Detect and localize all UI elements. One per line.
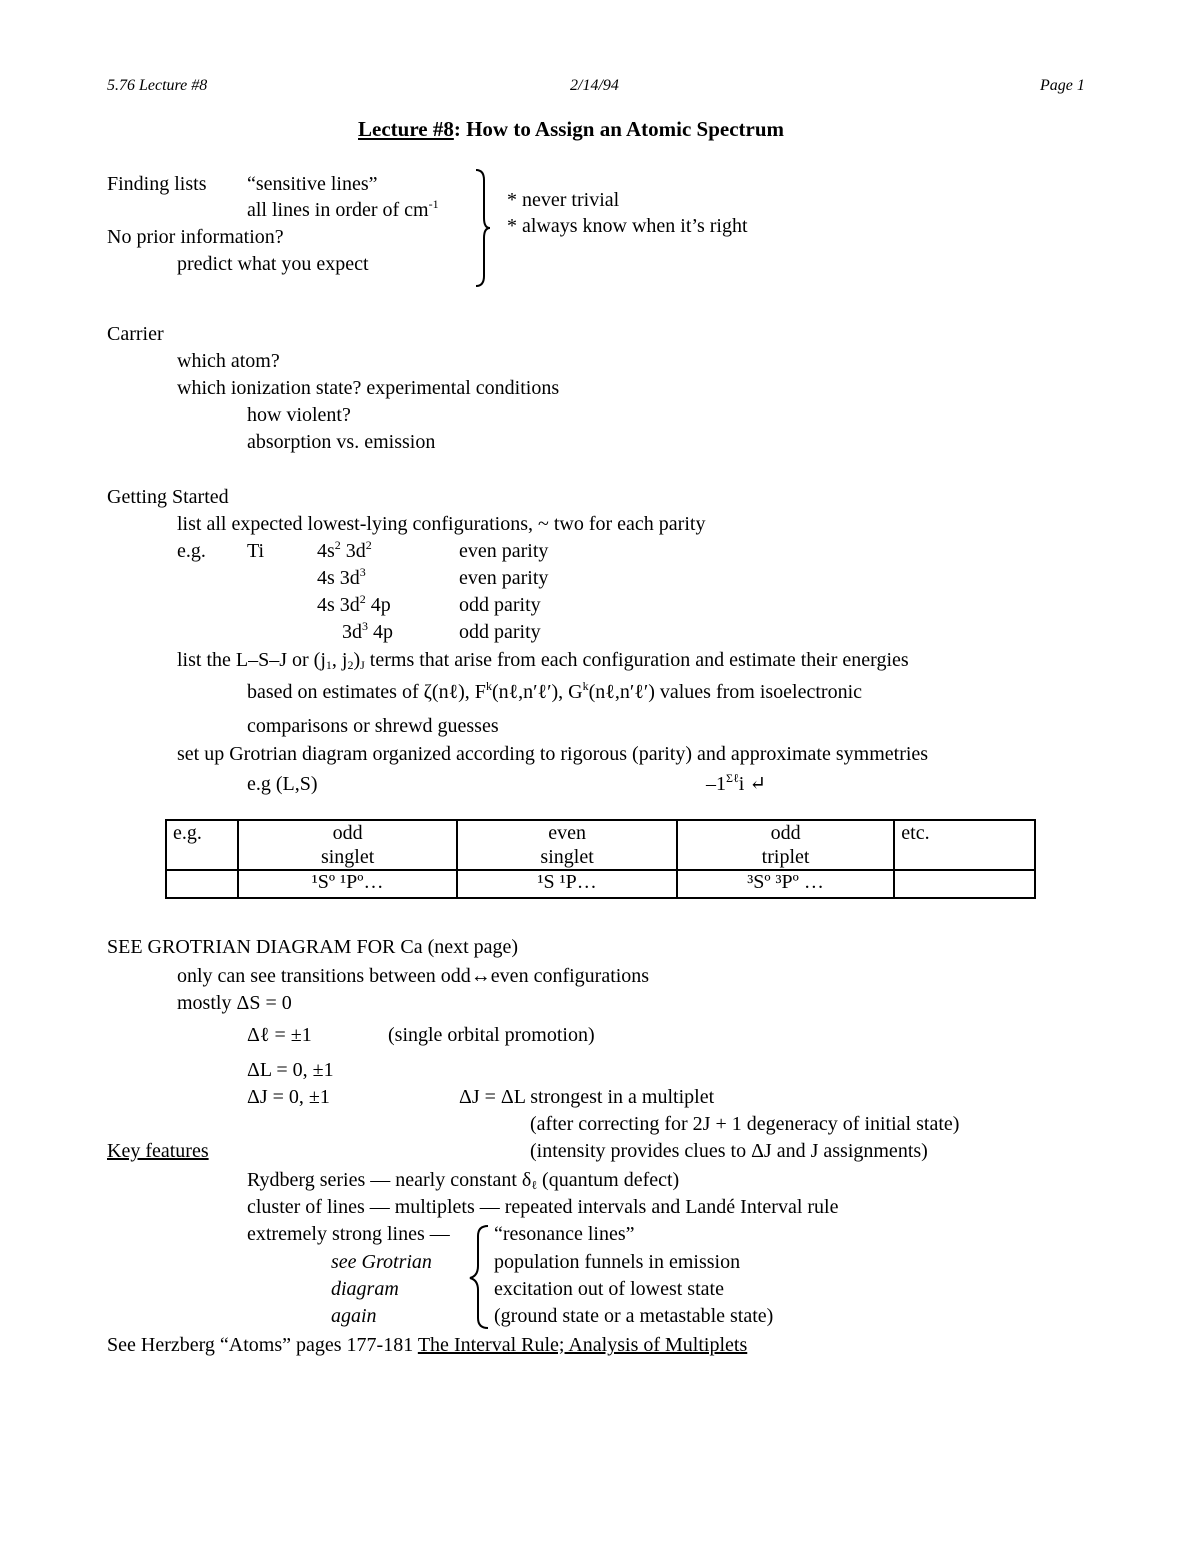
grotrian-setup-line: set up Grotrian diagram organized according to rigorous (parity) and approximate symmetries <box>177 743 929 765</box>
table-cell: ¹Sº ¹Pº… <box>238 870 457 898</box>
parity-formula-sup: Σℓ <box>726 771 739 785</box>
config-3-a: 3d <box>342 621 362 643</box>
note-always-know: * always know when it’s right <box>507 215 748 237</box>
grotrian-line-2: mostly ΔS = 0 <box>177 992 292 1014</box>
config-1-parity: even parity <box>459 567 549 589</box>
grotrian-heading: SEE GROTRIAN DIAGRAM FOR Ca (next page) <box>107 936 519 958</box>
config-3-b: 4p <box>368 621 393 643</box>
config-1-a-sup: 3 <box>359 565 366 579</box>
table-row <box>166 870 1035 898</box>
delta-l-note: (single orbital promotion) <box>388 1024 595 1046</box>
config-2-a-sup: 2 <box>359 592 366 606</box>
rydberg-line <box>247 1168 679 1192</box>
terms-mid: , j <box>331 649 348 671</box>
ground-state-line: (ground state or a metastable state) <box>494 1305 774 1327</box>
herzberg-reference <box>107 1333 747 1357</box>
carrier-line-4: absorption vs. emission <box>247 431 436 453</box>
delta-J-note: ΔJ = ΔL strongest in a multiplet <box>459 1086 715 1108</box>
table-cell <box>894 820 1035 870</box>
config-2-b: 4p <box>365 594 391 616</box>
intensity-note: (intensity provides clues to ΔJ and J assignments) <box>530 1140 928 1162</box>
config-3-parity: odd parity <box>459 621 541 643</box>
config-3 <box>342 620 393 644</box>
table-row <box>166 820 1035 870</box>
excitation-line: excitation out of lowest state <box>494 1278 724 1300</box>
table-cell <box>894 870 1035 898</box>
table-cell <box>457 820 676 870</box>
based-k1: k <box>485 679 492 693</box>
finding-item-all-lines <box>247 198 439 222</box>
eg-label: e.g. <box>177 540 206 562</box>
carrier-line-1: which atom? <box>177 350 280 372</box>
rydberg-a: Rydberg series — nearly constant δ <box>247 1169 532 1191</box>
cell-top: even <box>548 822 586 844</box>
delta-l-rule: Δℓ = ±1 <box>247 1024 312 1046</box>
terms-line-b: terms that arise from each configuration and estimate their energies <box>364 649 909 671</box>
config-2-parity: odd parity <box>459 594 541 616</box>
terms-line-a: list the L–S–J or (j <box>177 649 326 671</box>
right-brace-icon <box>474 168 494 288</box>
parity-formula-tail: i ↵ <box>738 773 767 795</box>
cell-bottom: singlet <box>540 846 594 868</box>
terms-sub-j: J <box>360 658 365 672</box>
cluster-line: cluster of lines — multiplets — repeated intervals and Landé Interval rule <box>247 1196 839 1218</box>
config-1-a: 4s 3d <box>317 567 360 589</box>
table-cell <box>238 820 457 870</box>
table-cell <box>166 820 238 870</box>
cell-top: etc. <box>901 822 930 844</box>
herzberg-text: See Herzberg “Atoms” pages 177-181 <box>107 1334 418 1356</box>
carrier-heading: Carrier <box>107 323 164 345</box>
parity-formula-base: –1 <box>706 773 726 795</box>
predict-line: predict what you expect <box>177 253 369 275</box>
herzberg-title: The Interval Rule; Analysis of Multiplets <box>417 1334 748 1356</box>
cell-top: e.g. <box>173 822 202 844</box>
config-2 <box>317 593 391 617</box>
based-b: (nℓ,n′ℓ′), G <box>491 681 583 703</box>
see-grotrian-3: again <box>331 1305 377 1327</box>
header-date: 2/14/94 <box>570 77 619 94</box>
terms-line <box>177 648 909 672</box>
comparisons-line: comparisons or shrewd guesses <box>247 715 499 737</box>
strong-lines: extremely strong lines — <box>247 1223 450 1245</box>
getting-started-line-1: list all expected lowest-lying configurations, ~ two for each parity <box>177 513 706 535</box>
parity-formula <box>706 772 766 796</box>
page-title <box>358 117 784 141</box>
config-0-b-sup: 2 <box>365 538 372 552</box>
left-brace-icon <box>466 1222 490 1332</box>
eg-ls-label: e.g (L,S) <box>247 773 318 795</box>
config-1 <box>317 566 366 590</box>
cell-bottom: singlet <box>320 846 375 868</box>
finding-label: Finding lists <box>107 173 207 195</box>
resonance-lines: “resonance lines” <box>494 1223 635 1245</box>
config-0-b: 3d <box>340 540 366 562</box>
config-0-a-sup: 2 <box>334 538 341 552</box>
cell-top: odd <box>332 822 363 844</box>
no-prior-info: No prior information? <box>107 226 284 248</box>
config-0-a: 4s <box>317 540 335 562</box>
terms-close: ) <box>353 649 361 671</box>
terms-sub-1: 1 <box>325 658 332 672</box>
grotrian-line-1: only can see transitions between odd↔even configurations <box>177 965 650 987</box>
carrier-line-3: how violent? <box>247 404 351 426</box>
config-3-a-sup: 3 <box>362 619 368 633</box>
table-cell <box>166 870 238 898</box>
note-never-trivial: * never trivial <box>507 189 620 211</box>
key-features-heading: Key features <box>107 1140 209 1162</box>
delta-L-rule: ΔL = 0, ±1 <box>247 1059 334 1081</box>
header-page: Page 1 <box>1040 77 1085 94</box>
carrier-line-2: which ionization state? experimental conditions <box>177 377 560 399</box>
based-on-line <box>247 680 862 704</box>
rydberg-sub: ℓ <box>531 1178 538 1192</box>
atom-label: Ti <box>247 540 265 562</box>
rydberg-b: (quantum defect) <box>537 1169 680 1191</box>
title-rest: : How to Assign an Atomic Spectrum <box>453 117 785 141</box>
see-grotrian-1: see Grotrian <box>331 1251 432 1273</box>
delta-J-rule: ΔJ = 0, ±1 <box>247 1086 330 1108</box>
finding-item-all-lines-sup: -1 <box>428 197 439 211</box>
cell-bottom: triplet <box>761 846 810 868</box>
finding-item-sensitive: “sensitive lines” <box>247 173 378 195</box>
terms-sub-2: 2 <box>347 658 354 672</box>
table-cell: ³Sº ³Pº … <box>677 870 894 898</box>
symmetry-table <box>165 819 1036 899</box>
config-2-a: 4s 3d <box>317 594 360 616</box>
based-c: (nℓ,n′ℓ′) values from isoelectronic <box>588 681 863 703</box>
cell-top: odd <box>770 822 801 844</box>
based-k2: k <box>582 679 589 693</box>
config-0-parity: even parity <box>459 540 549 562</box>
table-cell: ¹S ¹P… <box>457 870 676 898</box>
based-a: based on estimates of ζ(nℓ), F <box>247 681 486 703</box>
population-funnels: population funnels in emission <box>494 1251 741 1273</box>
finding-item-all-lines-text: all lines in order of cm <box>247 199 429 221</box>
title-label: Lecture #8 <box>358 117 454 141</box>
header-left: 5.76 Lecture #8 <box>107 77 208 94</box>
see-grotrian-2: diagram <box>331 1278 399 1300</box>
config-0 <box>317 539 372 563</box>
after-correcting-note: (after correcting for 2J + 1 degeneracy of initial state) <box>530 1113 960 1135</box>
getting-started-heading: Getting Started <box>107 486 229 508</box>
table-cell <box>677 820 894 870</box>
